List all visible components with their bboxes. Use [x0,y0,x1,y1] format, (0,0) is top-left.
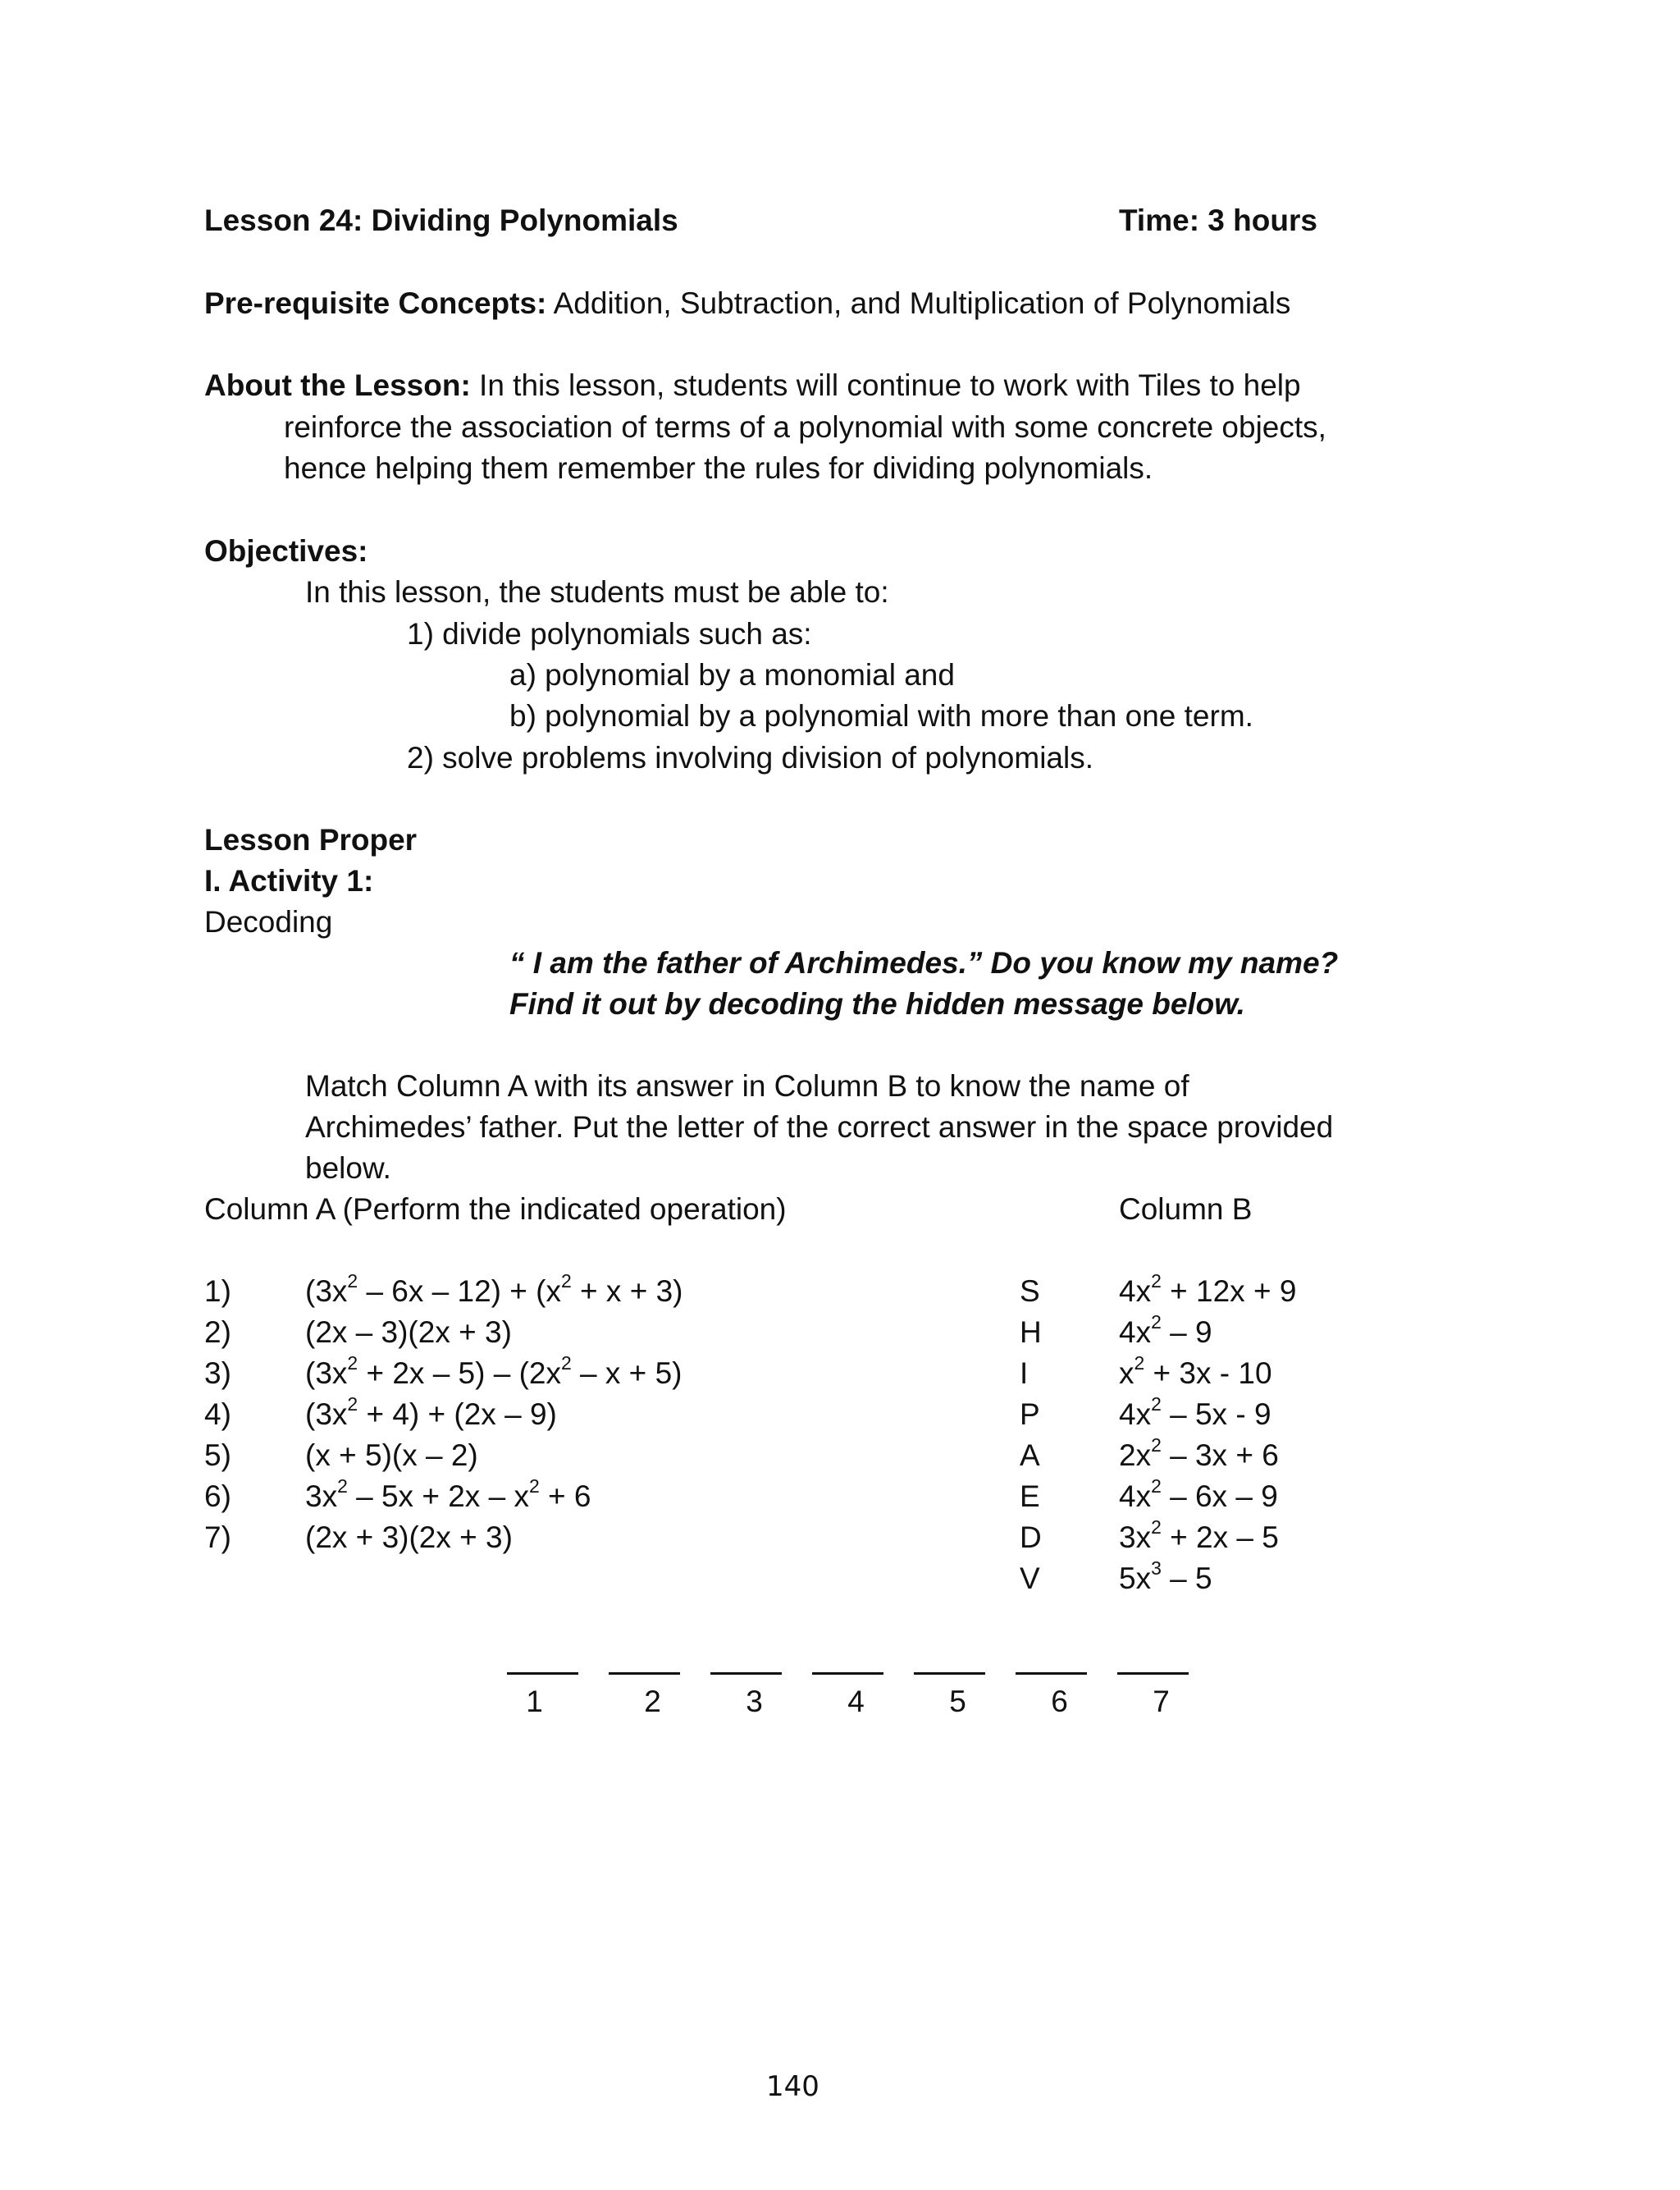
objective-1b: b) polynomial by a polynomial with more than one term. [509,699,1253,733]
column-b-expression: $4x^2 - 9$ [1119,1311,1212,1349]
column-a-expression: $(3x^2 - 6x - 12) + (x^2 + x + 3)$ [305,1270,683,1308]
answer-blank-4[interactable] [812,1672,883,1675]
column-a-number: 1) [204,1274,231,1308]
objectives-heading: Objectives: [204,534,368,568]
column-b-letter: H [1020,1315,1042,1349]
about-label: About the Lesson: [204,368,471,402]
column-b-letter: P [1020,1397,1040,1431]
lesson-time: Time: 3 hours [1119,203,1317,237]
column-b-letter: S [1020,1274,1040,1308]
column-b-header: Column B [1119,1192,1253,1226]
answer-number: 3 [746,1685,763,1718]
answer-number: 4 [847,1685,865,1718]
column-b-letter: E [1020,1479,1040,1513]
column-b-letter: A [1020,1438,1040,1472]
answer-blank-2[interactable] [609,1672,680,1675]
column-b-expression: $2x^2 - 3x + 6$ [1119,1434,1279,1472]
column-b-expression: $4x^2 - 6x - 9$ [1119,1475,1278,1513]
objective-1: 1) divide polynomials such as: [407,617,812,651]
answer-blank-7[interactable] [1117,1672,1189,1675]
answer-number: 5 [949,1685,966,1718]
page-number: 140 [766,2070,819,2103]
answer-number: 7 [1153,1685,1170,1718]
column-b-letter: I [1020,1356,1029,1390]
quote-line-2: Find it out by decoding the hidden message below. [509,987,1245,1021]
answer-number: 2 [644,1685,661,1718]
column-b-expression: $3x^2 + 2x - 5$ [1119,1516,1279,1554]
instruction-line-2: Archimedes’ father. Put the letter of the correct answer in the space provided [305,1110,1334,1144]
objective-1a: a) polynomial by a monomial and [509,658,955,692]
about-line-3: hence helping them remember the rules for dividing polynomials. [284,451,1153,485]
column-a-expression: $(3x^2 + 2x - 5) - (2x^2 - x + 5)$ [305,1352,682,1390]
column-a-expression: (2x – 3)(2x + 3) [305,1315,512,1349]
lesson-proper-heading: Lesson Proper [204,823,418,857]
column-a-number: 7) [204,1520,231,1554]
about-text-1: In this lesson, students will continue to work with Tiles to help [470,368,1301,402]
answer-blank-6[interactable] [1016,1672,1087,1675]
column-a-number: 3) [204,1356,231,1390]
instruction-line-3: below. [305,1151,391,1185]
prerequisite-text: Addition, Subtraction, and Multiplication of Polynomials [546,286,1291,320]
quote-line-1: “ I am the father of Archimedes.” Do you know my name? [509,946,1339,980]
column-a-number: 4) [204,1397,231,1431]
objectives-intro: In this lesson, the students must be able to: [305,575,889,609]
column-a-expression: $(3x^2 + 4) + (2x - 9)$ [305,1393,557,1431]
column-a-number: 2) [204,1315,231,1349]
column-b-expression: $4x^2 + 12x + 9$ [1119,1270,1297,1308]
column-b-letter: V [1020,1561,1040,1595]
answer-number: 6 [1051,1685,1068,1718]
answer-blank-3[interactable] [710,1672,782,1675]
column-b-expression: $4x^2 - 5x - 9$ [1119,1393,1271,1431]
answer-number: 1 [526,1685,543,1718]
column-b-expression: $5x^3 - 5$ [1119,1557,1212,1595]
instruction-line-1: Match Column A with its answer in Column B to know the name of [305,1069,1189,1103]
column-b-expression: $x^2 + 3x - 10$ [1119,1352,1272,1390]
prerequisite-line [204,283,1290,324]
lesson-title: Lesson 24: Dividing Polynomials [204,203,678,237]
column-b-letter: D [1020,1520,1042,1554]
column-a-header: Column A (Perform the indicated operation) [204,1192,787,1226]
column-a-expression: (x + 5)(x – 2) [305,1438,478,1472]
column-a-number: 5) [204,1438,231,1472]
column-a-expression: $3x^2 - 5x + 2x - x^2 + 6$ [305,1475,591,1513]
about-line-2: reinforce the association of terms of a polynomial with some concrete objects, [284,410,1326,444]
answer-blank-5[interactable] [914,1672,985,1675]
prerequisite-label: Pre-requisite Concepts: [204,286,547,320]
about-line-1 [204,365,1301,406]
column-a-number: 6) [204,1479,231,1513]
activity-name: Decoding [204,905,333,939]
activity-heading: I. Activity 1: [204,864,374,898]
answer-blank-1[interactable] [507,1672,578,1675]
objective-2: 2) solve problems involving division of polynomials. [407,741,1093,775]
column-a-expression: (2x + 3)(2x + 3) [305,1520,513,1554]
